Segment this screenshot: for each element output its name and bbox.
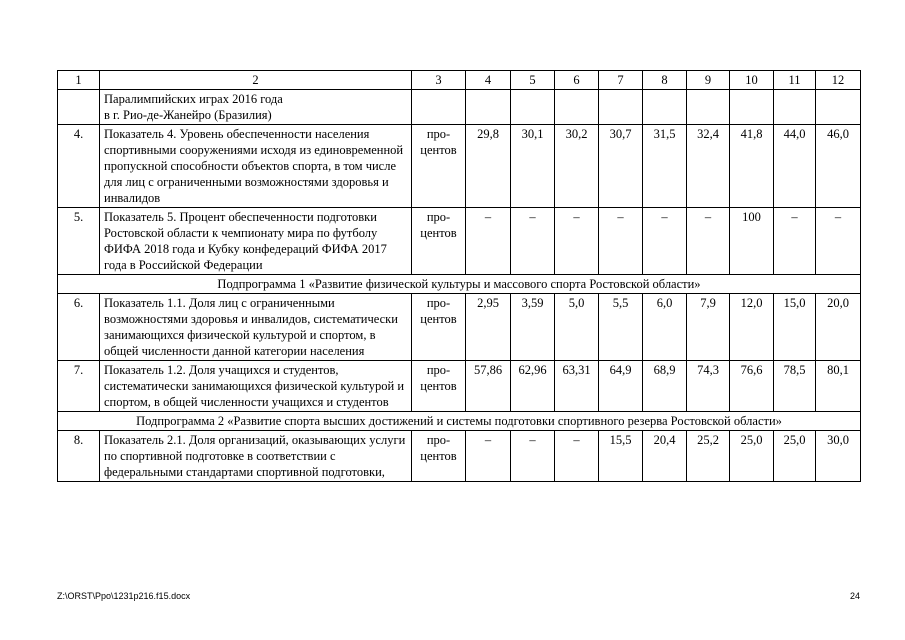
value-cell: –	[643, 208, 687, 275]
unit-cell: про- центов	[412, 431, 466, 482]
value-cell: 64,9	[599, 361, 643, 412]
value-cell: –	[687, 208, 730, 275]
value-cell: 5,5	[599, 294, 643, 361]
header-cell: 12	[816, 71, 861, 90]
indicator-name-cell: Показатель 4. Уровень обеспеченности населения спортивными сооружениями исходя из единовременной пропускной способности объектов спорта, в том числе для лиц с ограниченными возможностями здоровья и инвалидов	[100, 125, 412, 208]
value-cell: 78,5	[774, 361, 816, 412]
header-cell: 8	[643, 71, 687, 90]
header-cell: 2	[100, 71, 412, 90]
indicator-name-cell: Показатель 1.2. Доля учащихся и студентов, систематически занимающихся физической культурой и спортом, в общей численности учащихся и студентов	[100, 361, 412, 412]
value-cell: 100	[730, 208, 774, 275]
file-path-footer: Z:\ORST\Ppo\1231p216.f15.docx	[57, 591, 191, 601]
table-row	[58, 125, 861, 208]
unit-cell	[412, 90, 466, 125]
unit-cell: про- центов	[412, 208, 466, 275]
header-cell: 11	[774, 71, 816, 90]
header-row	[58, 71, 861, 90]
table-row	[58, 208, 861, 275]
value-cell: 57,86	[466, 361, 511, 412]
value-cell: 15,0	[774, 294, 816, 361]
value-cell: 31,5	[643, 125, 687, 208]
value-cell: –	[511, 431, 555, 482]
value-cell: 5,0	[555, 294, 599, 361]
value-cell: 25,0	[730, 431, 774, 482]
row-number-cell: 6.	[58, 294, 100, 361]
value-cell: 25,2	[687, 431, 730, 482]
value-cell: –	[555, 431, 599, 482]
value-cell: 30,7	[599, 125, 643, 208]
value-cell: –	[774, 208, 816, 275]
row-number-cell: 7.	[58, 361, 100, 412]
unit-cell: про- центов	[412, 125, 466, 208]
value-cell: 41,8	[730, 125, 774, 208]
value-cell: –	[599, 208, 643, 275]
header-cell: 5	[511, 71, 555, 90]
value-cell: 30,2	[555, 125, 599, 208]
value-cell: 6,0	[643, 294, 687, 361]
header-cell: 7	[599, 71, 643, 90]
value-cell: 68,9	[643, 361, 687, 412]
value-cell: –	[555, 208, 599, 275]
value-cell: 80,1	[816, 361, 861, 412]
value-cell: 12,0	[730, 294, 774, 361]
subprogram-row	[58, 275, 861, 294]
value-cell: 62,96	[511, 361, 555, 412]
value-cell: 32,4	[687, 125, 730, 208]
value-cell: –	[466, 208, 511, 275]
value-cell: –	[466, 431, 511, 482]
value-cell: –	[816, 208, 861, 275]
value-cell: 76,6	[730, 361, 774, 412]
unit-cell: про- центов	[412, 361, 466, 412]
header-cell: 10	[730, 71, 774, 90]
row-number-cell: 8.	[58, 431, 100, 482]
value-cell: 44,0	[774, 125, 816, 208]
value-cell: 63,31	[555, 361, 599, 412]
table-row	[58, 361, 861, 412]
indicator-name-cell: Показатель 5. Процент обеспеченности подготовки Ростовской области к чемпионату мира по футболу ФИФА 2018 года и Кубку конфедераций ФИФА 2017 года в Российской Федерации	[100, 208, 412, 275]
value-cell: 3,59	[511, 294, 555, 361]
header-cell: 3	[412, 71, 466, 90]
value-cell: 20,4	[643, 431, 687, 482]
value-cell: 30,1	[511, 125, 555, 208]
indicators-table	[57, 70, 861, 482]
row-number-cell: 5.	[58, 208, 100, 275]
subprogram-title: Подпрограмма 1 «Развитие физической культуры и массового спорта Ростовской области»	[58, 275, 861, 294]
value-cell: 7,9	[687, 294, 730, 361]
value-cell: 15,5	[599, 431, 643, 482]
continuation-row	[58, 90, 861, 125]
row-number-cell	[58, 90, 100, 125]
table-row	[58, 294, 861, 361]
subprogram-title: Подпрограмма 2 «Развитие спорта высших достижений и системы подготовки спортивного резерва Ростовской области»	[58, 412, 861, 431]
value-cell: 29,8	[466, 125, 511, 208]
unit-cell: про- центов	[412, 294, 466, 361]
value-cell: 25,0	[774, 431, 816, 482]
value-cell: 20,0	[816, 294, 861, 361]
header-cell: 9	[687, 71, 730, 90]
page-number: 24	[849, 591, 860, 601]
value-cell: 46,0	[816, 125, 861, 208]
value-cell: 74,3	[687, 361, 730, 412]
indicator-name-cell: Показатель 2.1. Доля организаций, оказывающих услуги по спортивной подготовке в соответствии с федеральными стандартами спортивной подготовки,	[100, 431, 412, 482]
indicator-name-cell: Паралимпийских играх 2016 года в г. Рио-де-Жанейро (Бразилия)	[100, 90, 412, 125]
value-cell: –	[511, 208, 555, 275]
table-row	[58, 431, 861, 482]
subprogram-row	[58, 412, 861, 431]
indicator-name-cell: Показатель 1.1. Доля лиц с ограниченными возможностями здоровья и инвалидов, систематически занимающихся физической культурой и спортом, в общей численности данной категории населения	[100, 294, 412, 361]
header-cell: 1	[58, 71, 100, 90]
value-cell: 30,0	[816, 431, 861, 482]
row-number-cell: 4.	[58, 125, 100, 208]
value-cell: 2,95	[466, 294, 511, 361]
header-cell: 6	[555, 71, 599, 90]
header-cell: 4	[466, 71, 511, 90]
